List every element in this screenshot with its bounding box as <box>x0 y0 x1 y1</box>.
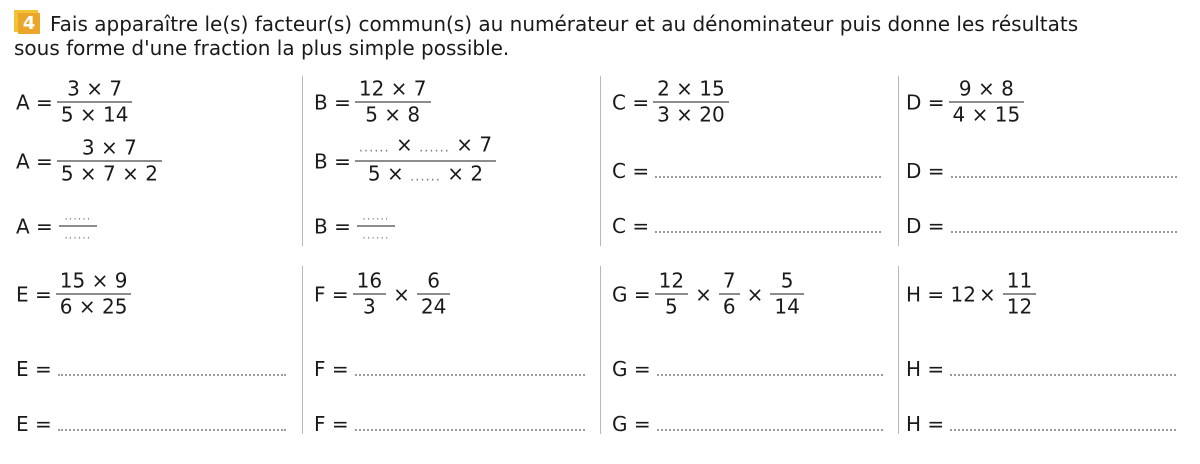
expr-e-2: E = <box>16 357 286 381</box>
instruction-line-1: Fais apparaître le(s) facteur(s) commun(s) au numérateur et au dénominateur puis donne les résultats <box>50 12 1079 36</box>
fraction-g-1: $\frac{12}{5}$ <box>655 270 688 319</box>
expr-c-2: C = <box>612 159 881 183</box>
divider-3-bottom <box>898 266 899 434</box>
fraction-f-1: $\frac{16}{3}$ <box>353 270 386 319</box>
divider-3-top <box>898 76 899 246</box>
expr-g-1: G = $\frac{12}{5}$ × $\frac{7}{6}$ × $\frac{5}{14}$ <box>612 270 808 319</box>
fraction-a-2: $\frac{3 \times 7}{5 \times 7 \times 2}$ <box>57 137 162 186</box>
instruction-line-2: sous forme d'une fraction la plus simple possible. <box>14 36 510 60</box>
expr-a-1: A = $\frac{3 \times 7}{5 \times 14}$ <box>16 78 136 127</box>
answer-line-c-2[interactable] <box>655 219 881 233</box>
expr-d-1: D = $\frac{9 \times 8}{4 \times 15}$ <box>906 78 1028 127</box>
blank-fraction-b[interactable]: ...... ...... <box>357 211 395 242</box>
expr-b-3: B = ...... ...... <box>314 211 395 242</box>
answer-line-d-1[interactable] <box>951 164 1177 178</box>
expr-d-2: D = <box>906 159 1177 183</box>
expr-h-2: H = <box>906 357 1176 381</box>
divider-2-bottom <box>600 266 601 434</box>
exercise-number-badge: 4 <box>14 10 42 34</box>
divider-1-bottom <box>302 266 303 434</box>
answer-line-f-1[interactable] <box>355 362 585 376</box>
expr-b-2: B = $\frac{...... \times ...... \times 7}{5 \times ...... \times 2}$ <box>314 134 500 189</box>
answer-line-c-1[interactable] <box>655 164 881 178</box>
answer-line-h-1[interactable] <box>950 362 1176 376</box>
fraction-d-1: $\frac{9 \times 8}{4 \times 15}$ <box>949 78 1025 127</box>
divider-2-top <box>600 76 601 246</box>
answer-line-f-2[interactable] <box>355 417 585 431</box>
expr-h-3: H = <box>906 412 1176 436</box>
expr-a-3: A = ...... ...... <box>16 211 97 242</box>
expr-g-3: G = <box>612 412 883 436</box>
expr-h-1: H = 12 × $\frac{11}{12}$ <box>906 270 1040 319</box>
fraction-b-2: $\frac{...... \times ...... \times 7}{5 \times ...... \times 2}$ <box>355 134 496 189</box>
expr-c-3: C = <box>612 214 881 238</box>
expr-a-2: A = $\frac{3 \times 7}{5 \times 7 \times 2}$ <box>16 137 166 186</box>
answer-line-e-2[interactable] <box>58 417 286 431</box>
fraction-g-3: $\frac{5}{14}$ <box>770 270 803 319</box>
expr-d-3: D = <box>906 214 1177 238</box>
expr-e-1: E = $\frac{15 \times 9}{6 \times 25}$ <box>16 270 135 319</box>
expr-c-1: C = $\frac{2 \times 15}{3 \times 20}$ <box>612 78 733 127</box>
expr-b-1: B = $\frac{12 \times 7}{5 \times 8}$ <box>314 78 435 127</box>
expr-f-1: F = $\frac{16}{3}$ × $\frac{6}{24}$ <box>314 270 454 319</box>
answer-line-g-1[interactable] <box>657 362 883 376</box>
fraction-f-2: $\frac{6}{24}$ <box>417 270 450 319</box>
fraction-e-1: $\frac{15 \times 9}{6 \times 25}$ <box>56 270 132 319</box>
answer-line-d-2[interactable] <box>951 219 1177 233</box>
fraction-g-2: $\frac{7}{6}$ <box>719 270 740 319</box>
exercise-header <box>14 10 1190 60</box>
expr-f-3: F = <box>314 412 585 436</box>
fraction-a-1: $\frac{3 \times 7}{5 \times 14}$ <box>57 78 133 127</box>
answer-line-g-2[interactable] <box>657 417 883 431</box>
divider-1-top <box>302 76 303 246</box>
expr-f-2: F = <box>314 357 585 381</box>
expr-e-3: E = <box>16 412 286 436</box>
fraction-c-1: $\frac{2 \times 15}{3 \times 20}$ <box>653 78 729 127</box>
fraction-b-1: $\frac{12 \times 7}{5 \times 8}$ <box>355 78 431 127</box>
answer-line-e-1[interactable] <box>58 362 286 376</box>
blank-fraction-a[interactable]: ...... ...... <box>59 211 97 242</box>
fraction-h-1: $\frac{11}{12}$ <box>1003 270 1036 319</box>
expr-g-2: G = <box>612 357 883 381</box>
answer-line-h-2[interactable] <box>950 417 1176 431</box>
